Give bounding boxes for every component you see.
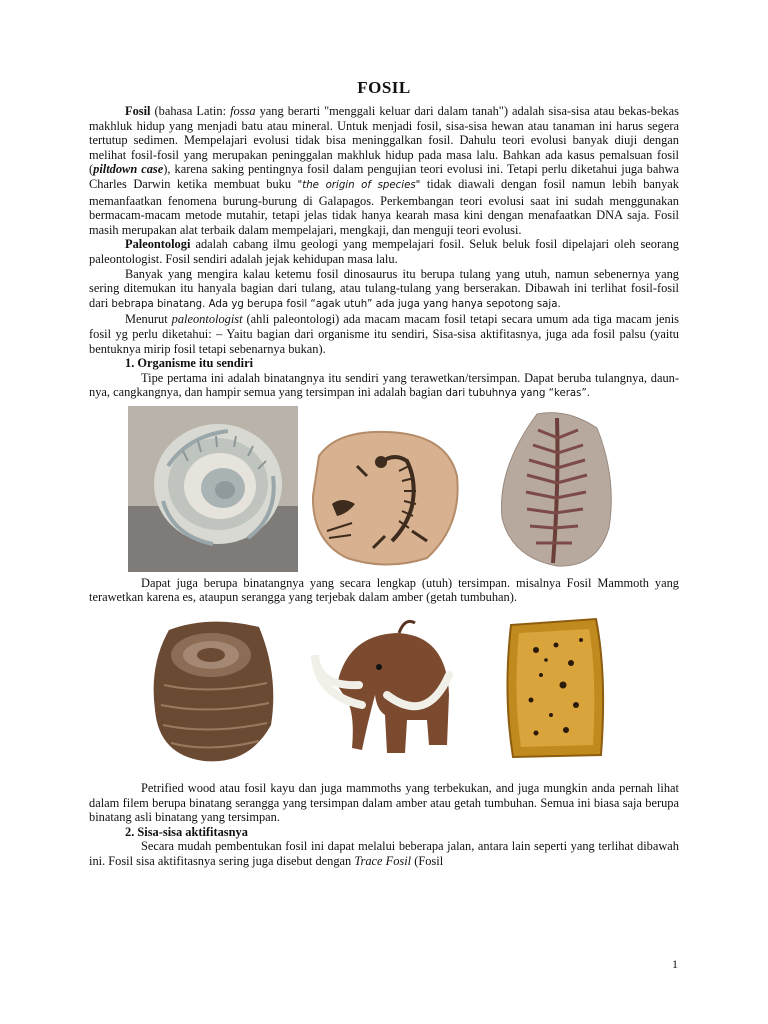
ammonite-fossil-icon <box>128 406 298 572</box>
section-heading-organisme: 1. Organisme itu sendiri <box>125 356 254 371</box>
mammoth-icon <box>307 615 467 765</box>
paragraph-organisme: Tipe pertama ini adalah binatangnya itu sendiri yang terawetkan/tersimpan. Dapat beruba tulangnya, daun-nya, cangkangnya, dan hampir semua yang tersimpan ini adalah bagian dari tubuhnya yang “keras”. <box>89 370 679 400</box>
amber-insects-icon <box>501 615 611 761</box>
image-row-organisme <box>89 406 679 576</box>
paragraph-jenis-fosil: Menurut paleontologist (ahli paleontologi) ada macam macam fosil tetapi secara umum ada tiga macam jenis fosil yg perlu diketahui: – Yaitu bagian dari organisme itu sendiri, Sisa-sisa aktifitasnya, juga ada fosil palsu (yaitu bentuknya mirip fosil tetapi sebenarnya bukan). <box>89 312 679 356</box>
page-title: FOSIL <box>357 78 411 97</box>
petrified-wood-icon <box>149 615 279 765</box>
image-row-utuh <box>89 615 679 781</box>
fern-leaf-fossil-icon <box>497 408 617 570</box>
paragraph-mammoth-amber: Dapat juga berupa binatangnya yang secara lengkap (utuh) tersimpan. misalnya Fosil Mammoth yang terawetkan karena es, ataupun serangga yang terjebak dalam amber (getah tumbuhan). <box>89 575 679 605</box>
reptile-skeleton-fossil-icon <box>307 426 462 569</box>
page-number: 1 <box>672 957 678 971</box>
paragraph-dinosaurus: Banyak yang mengira kalau ketemu fosil dinosaurus itu berupa tulang yang utuh, namun sebenernya yang sering ditemukan itu hanyala bagian dari tulang, atau tulang-tulang yang berserakan. Dibawah ini terlihat fosil-fosil dari bebrapa binatang. Ada yg berupa fosil “agak utuh” ada juga yang hanya sepotong saja. <box>89 266 679 310</box>
paragraph-petrified-wood: Petrified wood atau fosil kayu dan juga mammoths yang terbekukan, and juga mungkin anda pernah lihat dalam filem berupa binatang serangga yang tersimpan dalam amber atau getah tumbuhan. Semua ini biasa saja berupa binatang asli binatang yang tersimpan. <box>89 781 679 825</box>
paragraph-aktifitas: Secara mudah pembentukan fosil ini dapat melalui beberapa jalan, antara lain seperti yang terlihat dibawah ini. Fosil sisa aktifitasnya sering juga disebut dengan Trace Fosil (Fosil <box>89 839 679 869</box>
section-heading-aktifitas: 2. Sisa-sisa aktifitasnya <box>125 824 248 839</box>
paragraph-fosil-definition: Fosil (bahasa Latin: fossa yang berarti "menggali keluar dari dalam tanah") adalah sisa-sisa atau bekas-bekas makhluk hidup yang menjadi batu atau mineral. Untuk menjadi fosil, sisa-sisa hewan atau tanaman ini harus segera tertutup sedimen. Mempelajari evolusi tidak bisa meninggalkan fosil. Dahulu teori evolusi banyak diuji dengan melihat fosil-fosil yang merupakan peninggalan makhluk hidup pada masa lalu. Bahkan ada kasus pemalsuan fosil (piltdown case), karena saking pentingnya fosil dalam pengujian teori evolusi ini. Tetapi perlu diketahui juga bahwa Charles Darwin ketika membuat buku "the origin of species" tidak diawali dengan fosil namun lebih banyak memanfaatkan fenomena burung-burung di Galapagos. Perkembangan teori evolusi saat ini sudah menggunakan bermacam-macam metode mutahir, tetapi jelas tidak hanya kearah masa kini dengan menafaatkan DNA saja. Fosil masih merupakan alat terbaik dalam mempelajari, mengkaji, dan menguji teori evolusi. <box>89 104 679 237</box>
paragraph-paleontologi: Paleontologi adalah cabang ilmu geologi yang mempelajari fosil. Seluk beluk fosil dipelajari oleh seorang paleontologist. Fosil sendiri adalah jejak kehidupan masa lalu. <box>89 237 679 266</box>
document-page <box>89 78 679 869</box>
